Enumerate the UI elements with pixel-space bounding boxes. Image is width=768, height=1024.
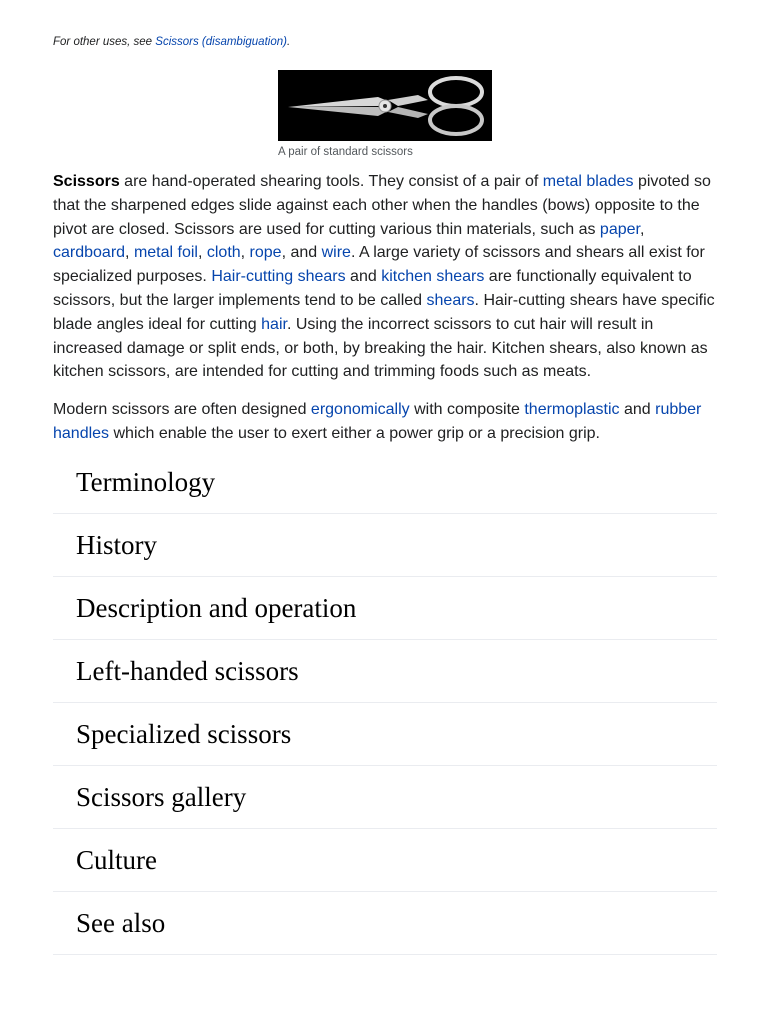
section-description-and-operation[interactable] — [53, 577, 717, 640]
link-ergonomically[interactable]: ergonomically — [310, 401, 410, 418]
text-run: Modern scissors are often designed — [53, 401, 311, 418]
section-terminology[interactable] — [53, 451, 717, 514]
section-heading: See also — [76, 908, 166, 938]
text-run: , — [240, 244, 250, 262]
scissors-figure — [278, 70, 492, 158]
text-run: and — [619, 401, 656, 418]
text-run: . Using the incorrect scissors to cut hair will result in increased damage or split ends, or both, by breaking the hair. Kitchen shears, also known as kitchen scissors, are intended for cutting and trimming foods such as meats. — [53, 315, 708, 381]
link-cloth[interactable]: cloth — [206, 244, 241, 262]
link-metal-blades[interactable]: metal blades — [542, 173, 634, 190]
text-run: , — [125, 244, 134, 262]
link-wire[interactable]: wire — [321, 244, 351, 262]
disambiguation-link[interactable]: Scissors (disambiguation) — [155, 36, 287, 48]
text-run: . Hair-cutting shears have specific blade angles ideal for cutting — [53, 291, 715, 333]
section-heading: Description and operation — [76, 593, 357, 623]
section-heading: History — [76, 530, 157, 560]
link-paper[interactable]: paper — [599, 220, 640, 238]
text-run: with composite — [409, 401, 525, 418]
section-history[interactable] — [53, 514, 717, 577]
hatnote — [53, 36, 290, 48]
link-rope[interactable]: rope — [249, 244, 282, 262]
text-run: , — [197, 244, 207, 262]
link-hair-cutting-shears[interactable]: Hair-cutting shears — [211, 268, 346, 286]
section-heading: Culture — [76, 845, 157, 875]
scissors-image[interactable] — [278, 70, 492, 141]
text-run: which enable the user to exert either a power grip or a precision grip. — [109, 424, 600, 442]
link-thermoplastic[interactable]: thermoplastic — [524, 401, 620, 418]
section-heading: Specialized scissors — [76, 719, 292, 749]
section-heading: Terminology — [76, 467, 216, 497]
section-left-handed-scissors[interactable] — [53, 640, 717, 703]
link-kitchen-shears[interactable]: kitchen shears — [381, 268, 485, 286]
figure-caption: A pair of standard scissors — [278, 146, 413, 158]
link-metal-foil[interactable]: metal foil — [133, 244, 198, 262]
text-run: , — [639, 220, 645, 238]
hatnote-prefix: For other uses, see — [53, 36, 156, 48]
collapsible-sections — [53, 451, 717, 955]
text-run: pivoted so that the sharpened edges slide against each other when the handles (bows) opposite to the pivot are closed. Scissors are used for cutting various thin materials, such as — [53, 173, 711, 238]
link-rubber-handles[interactable]: rubber handles — [53, 401, 702, 442]
text-run: and — [345, 268, 382, 286]
text-run: , and — [281, 244, 322, 262]
section-specialized-scissors[interactable] — [53, 703, 717, 766]
link-cardboard[interactable]: cardboard — [53, 244, 126, 262]
section-heading: Left-handed scissors — [76, 656, 299, 686]
intro-paragraph — [53, 170, 717, 384]
text-run: . A large variety of scissors and shears all exist for specialized purposes. — [53, 244, 705, 286]
second-paragraph — [53, 398, 717, 446]
bold-term: Scissors — [53, 173, 120, 190]
section-culture[interactable] — [53, 829, 717, 892]
section-heading: Scissors gallery — [76, 782, 247, 812]
text-run: are functionally equivalent to scissors, but the larger implements tend to be called — [53, 268, 692, 309]
hatnote-suffix: . — [286, 36, 291, 48]
section-scissors-gallery[interactable] — [53, 766, 717, 829]
link-hair[interactable]: hair — [261, 315, 287, 333]
text-run: are hand-operated shearing tools. They consist of a pair of — [119, 173, 543, 190]
link-shears[interactable]: shears — [426, 291, 475, 309]
section-see-also[interactable] — [53, 892, 717, 955]
